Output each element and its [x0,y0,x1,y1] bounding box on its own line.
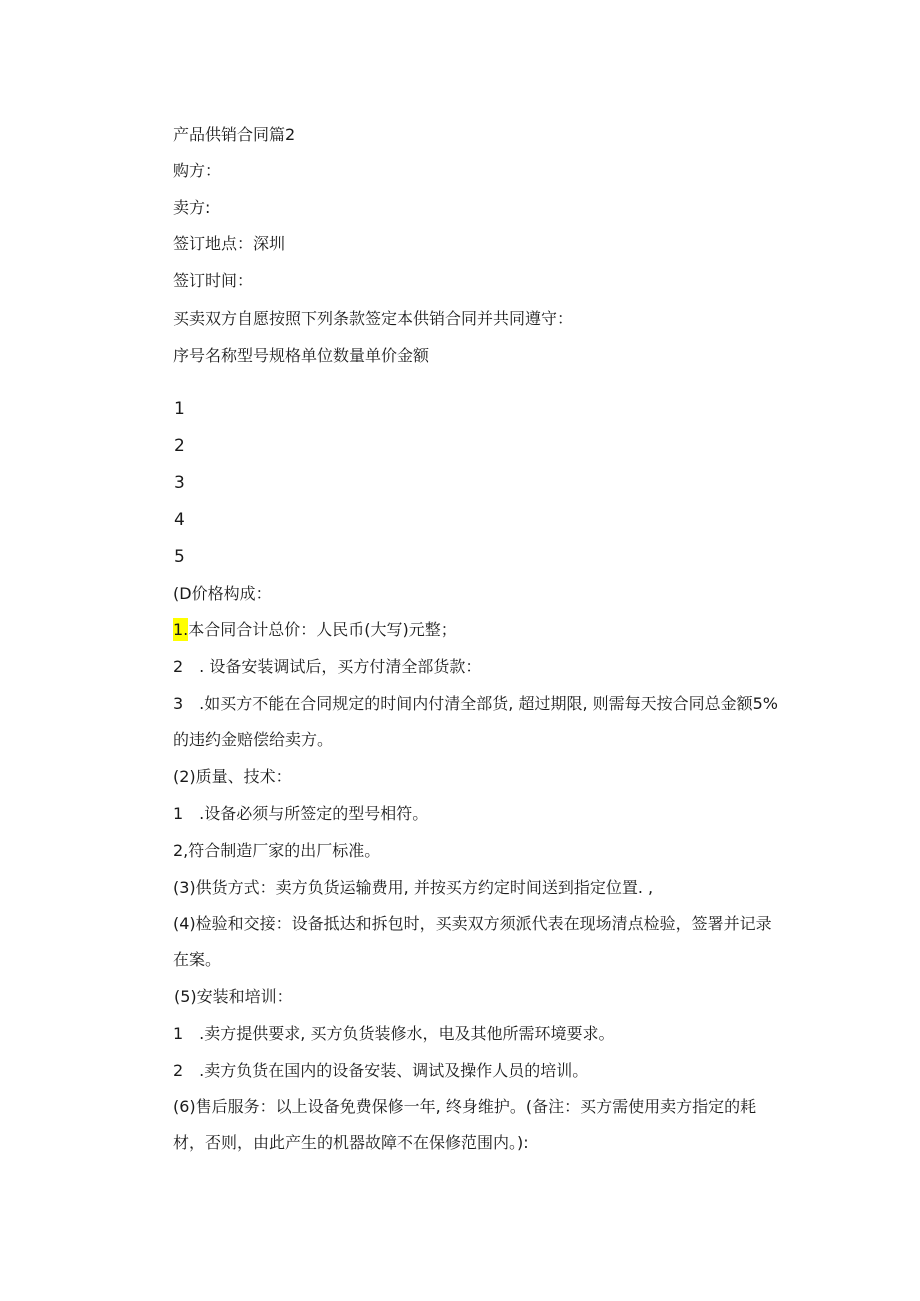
row-number-2: 2 [174,436,185,456]
table-header: 序号名称型号规格单位数量单价金额 [173,346,430,365]
after-sales-clause: (6)售后服务：以上设备免费保修一年, 终身维护。(备注：买方需使用卖方指定的耗材，否则，由此产生的机器故障不在保修范围内。): [173,1097,757,1152]
row-number-4: 4 [174,510,185,530]
quality-item-2: 2,符合制造厂家的出厂标准。 [173,841,381,860]
price-item-1-text: 本合同合计总价：人民币(大写)元整； [188,620,457,639]
highlighted-number: 1. [173,620,189,639]
sign-place: 签订地点：深圳 [173,234,286,253]
sign-time: 签订时间： [173,271,254,290]
install-heading: (5)安装和培训： [174,987,293,1006]
price-item-3: 3 .如买方不能在合同规定的时间内付清全部货, 超过期限, 则需每天按合同总金额5%的违约金赔偿给卖方。 [173,694,778,749]
quality-item-1: 1 .设备必须与所签定的型号相符。 [173,804,429,823]
price-item-2: 2 . 设备安装调试后，买方付清全部货款： [173,657,482,676]
seller-label: 卖方: [173,198,211,217]
price-item-1 [173,620,457,640]
buyer-label: 购方： [173,161,222,180]
install-item-2: 2 .卖方负货在国内的设备安装、调试及操作人员的培训。 [173,1061,589,1080]
contract-intro: 买卖双方自愿按照下列条款签定本供销合同并共同遵守： [173,309,574,328]
supply-method: (3)供货方式：卖方负货运输费用, 并按买方约定时间送到指定位置. , [173,878,654,897]
inspection-clause: (4)检验和交接：设备抵达和拆包时，买卖双方须派代表在现场清点检验，签署并记录在案。 [173,914,772,969]
row-number-3: 3 [174,473,185,493]
document-title: 产品供销合同篇2 [173,125,296,144]
install-item-1: 1 .卖方提供要求, 买方负货装修水，电及其他所需环境要求。 [173,1024,615,1043]
quality-heading: (2)质量、技术： [173,767,292,786]
price-heading: (D价格构成： [173,584,272,603]
row-number-1: 1 [174,399,185,419]
row-number-5: 5 [174,547,185,567]
